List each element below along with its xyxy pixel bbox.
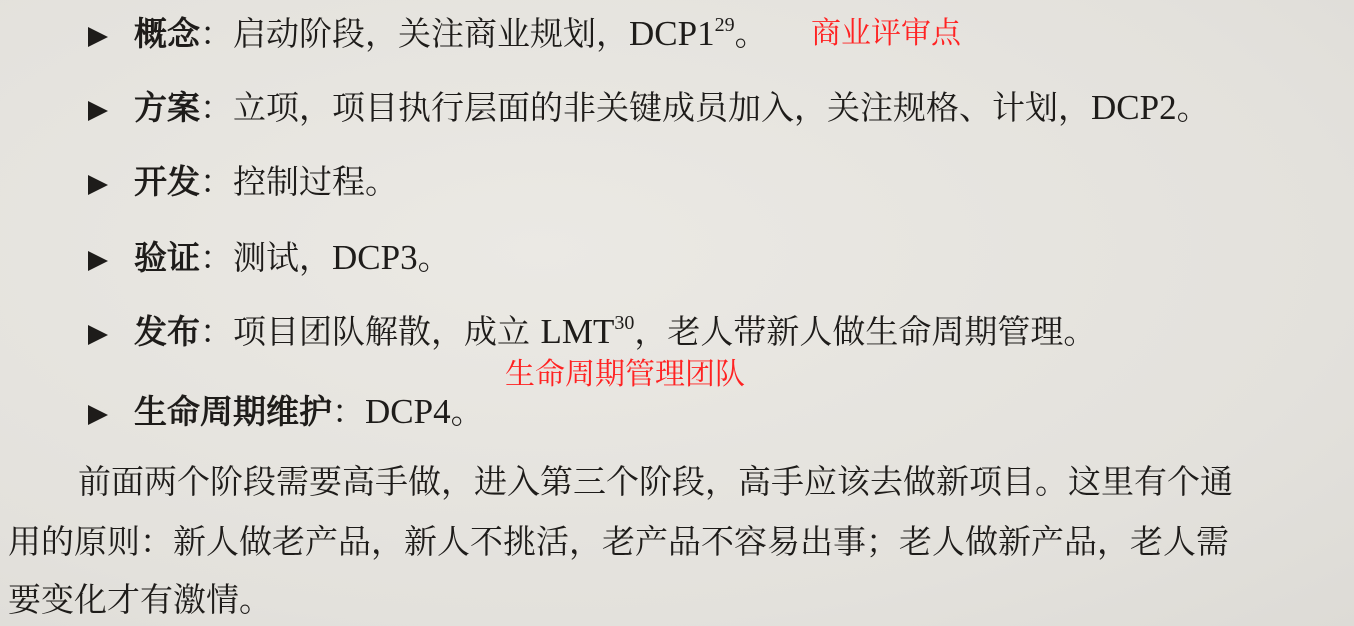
bullet-arrow-icon [88, 251, 108, 271]
bullet-tail: 。 [417, 238, 451, 277]
bullet-arrow-icon [88, 101, 108, 121]
bullet-term: 概念 [134, 14, 200, 53]
bullet-arrow-icon [88, 405, 108, 425]
bullet-term: 验证 [134, 238, 200, 277]
paragraph-line-3: 要变化才有激情。 [8, 580, 272, 619]
bullet-text: 测试， [233, 238, 332, 277]
bullet-colon: ： [200, 88, 233, 127]
bullet-colon: ： [200, 312, 233, 351]
footnote-ref: 30 [614, 312, 635, 334]
bullet-text: 项目团队解散，成立 [233, 312, 541, 351]
bullet-release [88, 312, 1096, 352]
bullet-code: DCP2 [1091, 88, 1177, 127]
footnote-ref: 29 [714, 14, 735, 36]
bullet-code: DCP3 [332, 238, 418, 277]
bullet-term: 开发 [134, 162, 200, 201]
bullet-concept [88, 14, 768, 54]
bullet-arrow-icon [88, 27, 108, 47]
bullet-plan [88, 88, 1210, 128]
bullet-tail: 。 [1176, 88, 1210, 127]
bullet-term: 发布 [134, 312, 200, 351]
bullet-colon: ： [332, 392, 365, 431]
bullet-text: 立项，项目执行层面的非关键成员加入，关注规格、计划， [233, 88, 1091, 127]
bullet-arrow-icon [88, 175, 108, 195]
annotation-lifecycle-team: 生命周期管理团队 [505, 357, 745, 392]
bullet-code: LMT [540, 312, 615, 351]
bullet-verify [88, 238, 451, 278]
bullet-colon: ： [200, 14, 233, 53]
bullet-tail: 。 [450, 392, 484, 431]
bullet-term: 生命周期维护 [134, 392, 332, 431]
bullet-develop [88, 162, 398, 202]
bullet-lifecycle-maintenance [88, 392, 484, 432]
bullet-arrow-icon [88, 325, 108, 345]
bullet-term: 方案 [134, 88, 200, 127]
bullet-colon: ： [200, 162, 233, 201]
annotation-business-review: 商业评审点 [811, 16, 961, 51]
bullet-text: 启动阶段，关注商业规划， [233, 14, 629, 53]
paragraph-line-2: 用的原则：新人做老产品，新人不挑活，老产品不容易出事；老人做新产品，老人需 [8, 522, 1229, 561]
bullet-code: DCP4 [365, 392, 451, 431]
bullet-text: 控制过程。 [233, 162, 398, 201]
bullet-colon: ： [200, 238, 233, 277]
bullet-tail: ，老人带新人做生命周期管理。 [634, 312, 1097, 351]
paragraph-line-1: 前面两个阶段需要高手做，进入第三个阶段，高手应该去做新项目。这里有个通 [78, 462, 1233, 501]
bullet-code: DCP1 [629, 14, 715, 53]
bullet-tail: 。 [734, 14, 768, 53]
